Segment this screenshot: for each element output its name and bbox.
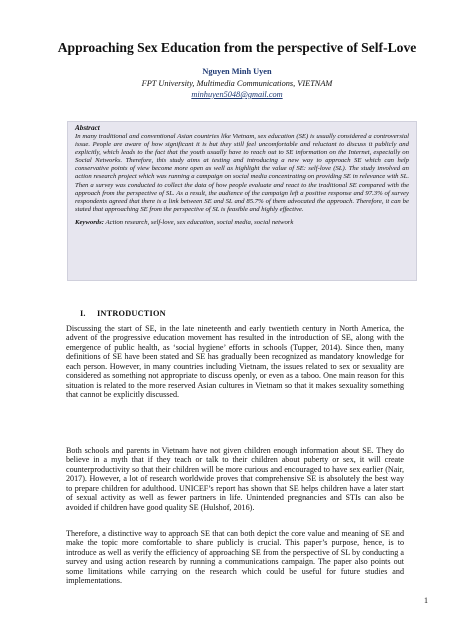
page-number: 1 [424,596,428,605]
section-heading-introduction [80,309,166,319]
author-name: Nguyen Minh Uyen [202,67,272,76]
keywords-line [75,219,409,227]
intro-paragraph-3: Therefore, a distinctive way to approach SE that can both depict the core value and meaning of SE and make the topic more comfortable to share publicly is crucial. This paper’s purpose, hence, is to introduce as well as verify the efficiency of approaching SE from the perspective of SL by conducting a survey and using action research by running a communications campaign. The paper also points out some limitations while carrying on the research which could be useful for future studies and implementations. [66,529,404,586]
intro-paragraph-2: Both schools and parents in Vietnam have not given children enough information about SE. They do believe in a myth that if they teach or talk to their children about puberty or sex, it will create counterproductivity so that their children will be more curious and encouraged to have sex earlier (Nair, 2017). However, a lot of research worldwide proves that comprehensive SE is absolutely the best way to prepare children for adulthood. UNICEF’s report has shown that SE helps children have a later start of sexual activity as well as fewer partners in life. Unintended pregnancies and STIs can also be avoided if children have good quality SE (Hulshof, 2016). [66,446,404,512]
keywords-label: Keywords: [75,218,104,226]
intro-paragraph-1: Discussing the start of SE, in the late nineteenth and early twentieth century in North America, the advent of the progressive education movement has resulted in the introduction of SE, along with the emergence of public health, as ‘social hygiene’ efforts in schools (Tupper, 2014). Since then, many definitions of SE have been stated and SE has gradually been recognized as mandatory knowledge for each person. However, in many countries including Vietnam, the issues related to sex or sexuality are considered as something not appropriate to discuss openly, or even as a taboo. One main reason for this situation is related to the more reserved Asian cultures in Vietnam so that it makes sexuality something that cannot be explicitly discussed. [66,324,404,400]
abstract-text: In many traditional and conventional Asian countries like Vietnam, sex education (SE) is usually considered a controversial issue. People are aware of how significant it is but they still feel uncomfortable and reluctant to discuss it publicly and explicitly, which leads to the fact that the youth usually have to reach out to SE information on the Internet, especially on Social Networks. Therefore, this study aims at testing and introducing a new way to approach SE which can help conservative points of view become more open as well as highlight the value of SE: self-love (SL). The study involved an action research project which was running a campaign on social media concentrating on providing SE in relevance with SL. Then a survey was conducted to collect the data of how people evaluate and react to the traditional SE compared with the approach from the perspective of SL. As a result, the audience of the campaign left a positive response and 97.3% of survey respondents agreed that there is a link between SE and SL and 85.7% of them advocated the approach. Therefore, it can be stated that approaching SE from the perspective of SL is feasible and highly effective. [75,133,409,213]
author-email-link[interactable]: minhuyen5048@gmail.com [191,90,283,99]
section-title: INTRODUCTION [97,309,166,318]
abstract-heading: Abstract [75,124,100,132]
author-affiliation: FPT University, Multimedia Communications, VIETNAM [141,79,333,88]
abstract-box [67,121,417,281]
paper-title: Approaching Sex Education from the perspective of Self-Love [57,40,417,55]
section-number: I. [80,309,86,318]
keywords-text: Action research, self-love, sex education, social media, social network [105,218,294,226]
